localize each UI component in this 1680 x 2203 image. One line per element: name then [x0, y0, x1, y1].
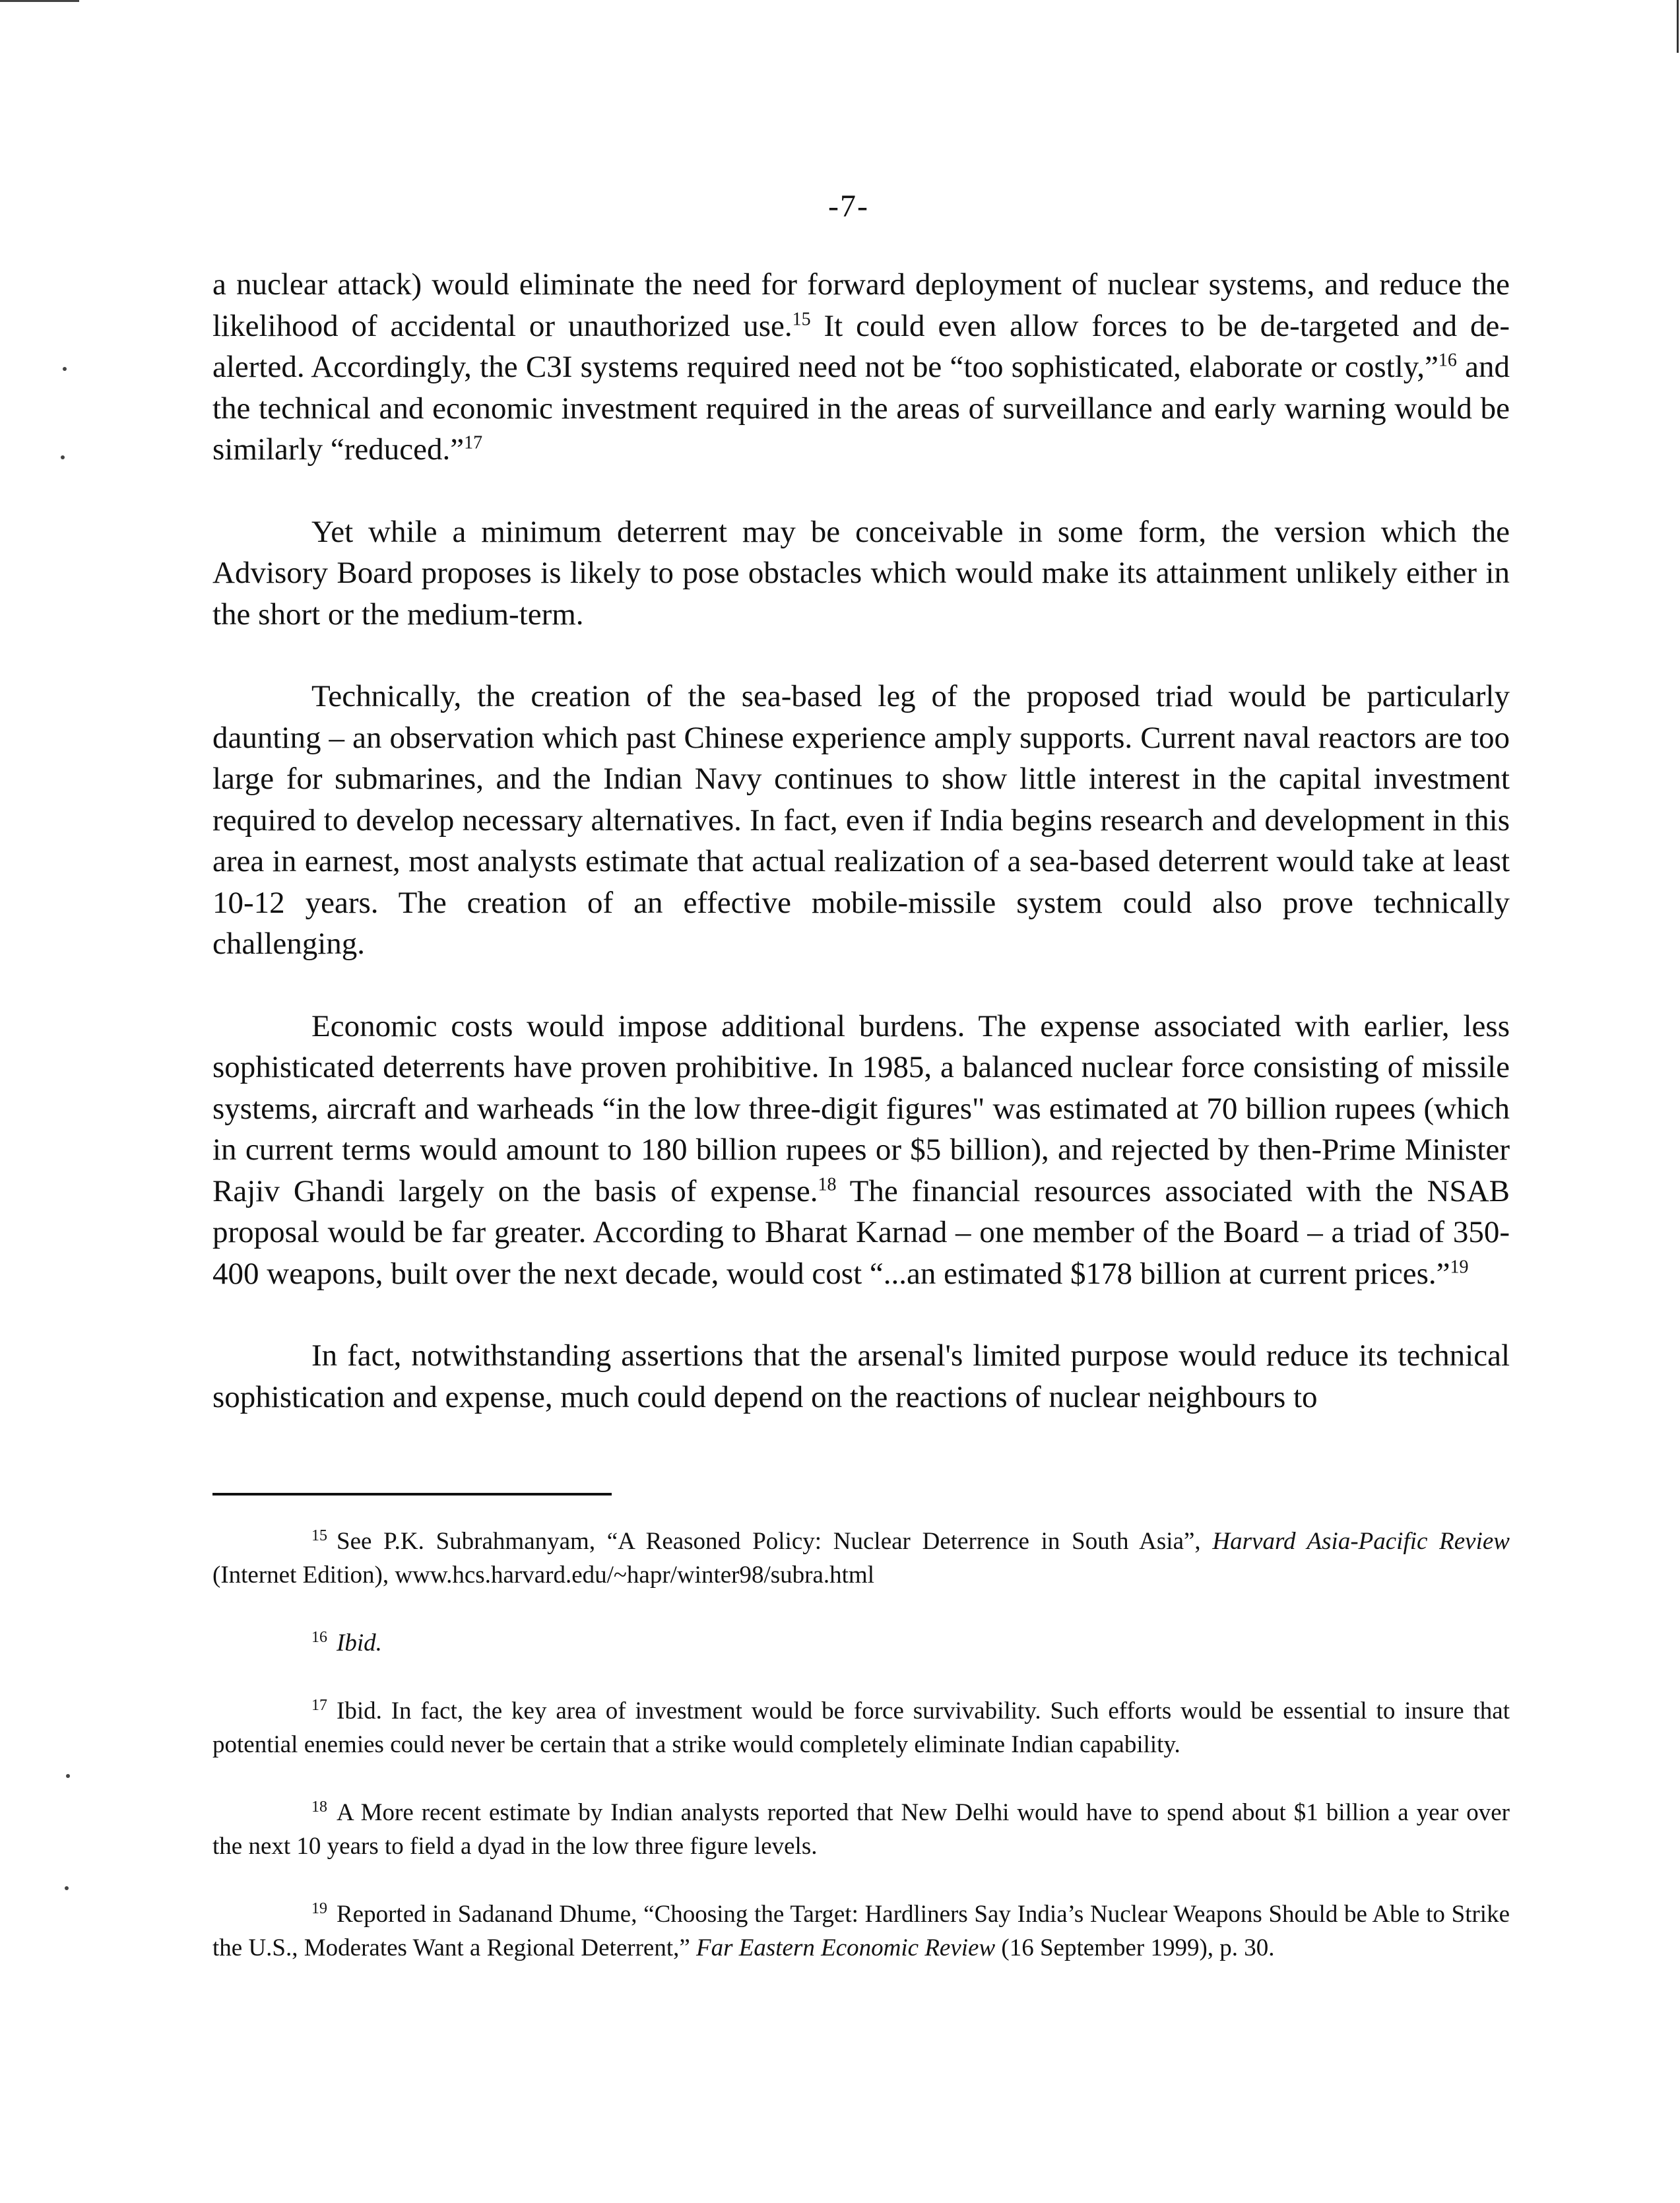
text-run: Ibid. In fact, the key area of investment would be force survivability. Such efforts would be essential to insure that potential enemies could never be certain that a strike would completely eliminate Indian capability.: [212, 1697, 1510, 1758]
paragraph: [212, 264, 1510, 471]
footnote-reference: 16: [1438, 350, 1457, 371]
text-run: It could even allow forces to be de-targeted and de-alerted. Accordingly, the C3I systems required need not be “too sophisticated, elaborate or costly,”: [212, 308, 1510, 384]
footnote: [212, 1525, 1510, 1592]
footnote: [212, 1796, 1510, 1863]
text-run: Yet while a minimum deterrent may be conceivable in some form, the version which the Advisory Board proposes is likely to pose obstacles which would make its attainment unlikely either in the short or the medium-term.: [212, 514, 1510, 632]
scan-edge-mark: [1677, 0, 1679, 53]
paragraph: [212, 511, 1510, 636]
body-text: [212, 264, 1510, 1459]
footnotes: [212, 1525, 1510, 1999]
paragraph: [212, 1006, 1510, 1295]
scan-speck: [61, 455, 65, 459]
text-run: In fact, notwithstanding assertions that the arsenal's limited purpose would reduce its technical sophistication and expense, much could depend on the reactions of nuclear neighbours to: [212, 1338, 1510, 1414]
text-run: Technically, the creation of the sea-based leg of the proposed triad would be particularly daunting – an observation which past Chinese experience amply supports. Current naval reactors are too large for submarines, and the Indian Navy continues to show little interest in the capital investment required to develop necessary alternatives. In fact, even if India begins research and development in this area in earnest, most analysts estimate that actual realization of a sea-based deterrent would take at least 10-12 years. The creation of an effective mobile-missile system could also prove technically challenging.: [212, 679, 1510, 961]
paragraph: [212, 676, 1510, 965]
text-run: Economic costs would impose additional burdens. The expense associated with earlier, less sophisticated deterrents have proven prohibitive. In 1985, a balanced nuclear force consisting of missile systems, aircraft and warheads “in the low three-digit figures" was estimated at 70 billion rupees (which in current terms would amount to 180 billion rupees or $5 billion), and rejected by then-Prime Minister Rajiv Ghandi largely on the basis of expense.: [212, 1008, 1510, 1208]
italic-text: Ibid.: [337, 1629, 382, 1657]
footnote: [212, 1897, 1510, 1965]
footnote-reference: 19: [1450, 1256, 1469, 1277]
footnote-reference: 17: [464, 432, 483, 453]
text-run: (Internet Edition), www.hcs.harvard.edu/~hapr/winter98/subra.html: [212, 1562, 874, 1589]
footnote: [212, 1694, 1510, 1761]
footnote-number: 18: [311, 1798, 327, 1816]
footnote: [212, 1626, 1510, 1660]
scan-speck: [63, 367, 67, 371]
footnote-number: 19: [311, 1899, 327, 1917]
text-run: (16 September 1999), p. 30.: [995, 1934, 1275, 1961]
footnote-number: 16: [311, 1628, 327, 1646]
footnote-separator: [212, 1493, 612, 1496]
footnote-reference: 15: [792, 308, 811, 329]
page-number: -7-: [828, 189, 869, 224]
text-run: Reported in Sadanand Dhume, “Choosing the Target: Hardliners Say India’s Nuclear Weapons Should be Able to Strike the U.S., Moderates Want a Regional Deterrent,”: [212, 1901, 1510, 1961]
text-run: A More recent estimate by Indian analysts reported that New Delhi would have to spend about $1 billion a year over the next 10 years to field a dyad in the low three figure levels.: [212, 1799, 1510, 1860]
text-run: The financial resources associated with the NSAB proposal would be far greater. According to Bharat Karnad – one member of the Board – a triad of 350-400 weapons, built over the next decade, would cost “...an estimated $178 billion at current prices.”: [212, 1173, 1510, 1291]
scan-speck: [66, 1774, 70, 1778]
paragraph: [212, 1335, 1510, 1418]
footnote-reference: 18: [818, 1173, 837, 1195]
scan-edge-mark: [0, 0, 79, 2]
italic-text: Harvard Asia-Pacific Review: [1212, 1528, 1510, 1555]
text-run: and the technical and economic investment required in the areas of surveillance and early warning would be similarly “reduced.”: [212, 350, 1510, 467]
footnote-number: 17: [311, 1696, 327, 1714]
text-run: See P.K. Subrahmanyam, “A Reasoned Policy: Nuclear Deterrence in South Asia”,: [337, 1528, 1213, 1555]
footnote-number: 15: [311, 1527, 327, 1544]
scan-speck: [65, 1886, 69, 1890]
italic-text: Far Eastern Economic Review: [696, 1934, 996, 1961]
text-run: a nuclear attack) would eliminate the need for forward deployment of nuclear systems, and reduce the likelihood of accidental or unauthorized use.: [212, 267, 1510, 343]
